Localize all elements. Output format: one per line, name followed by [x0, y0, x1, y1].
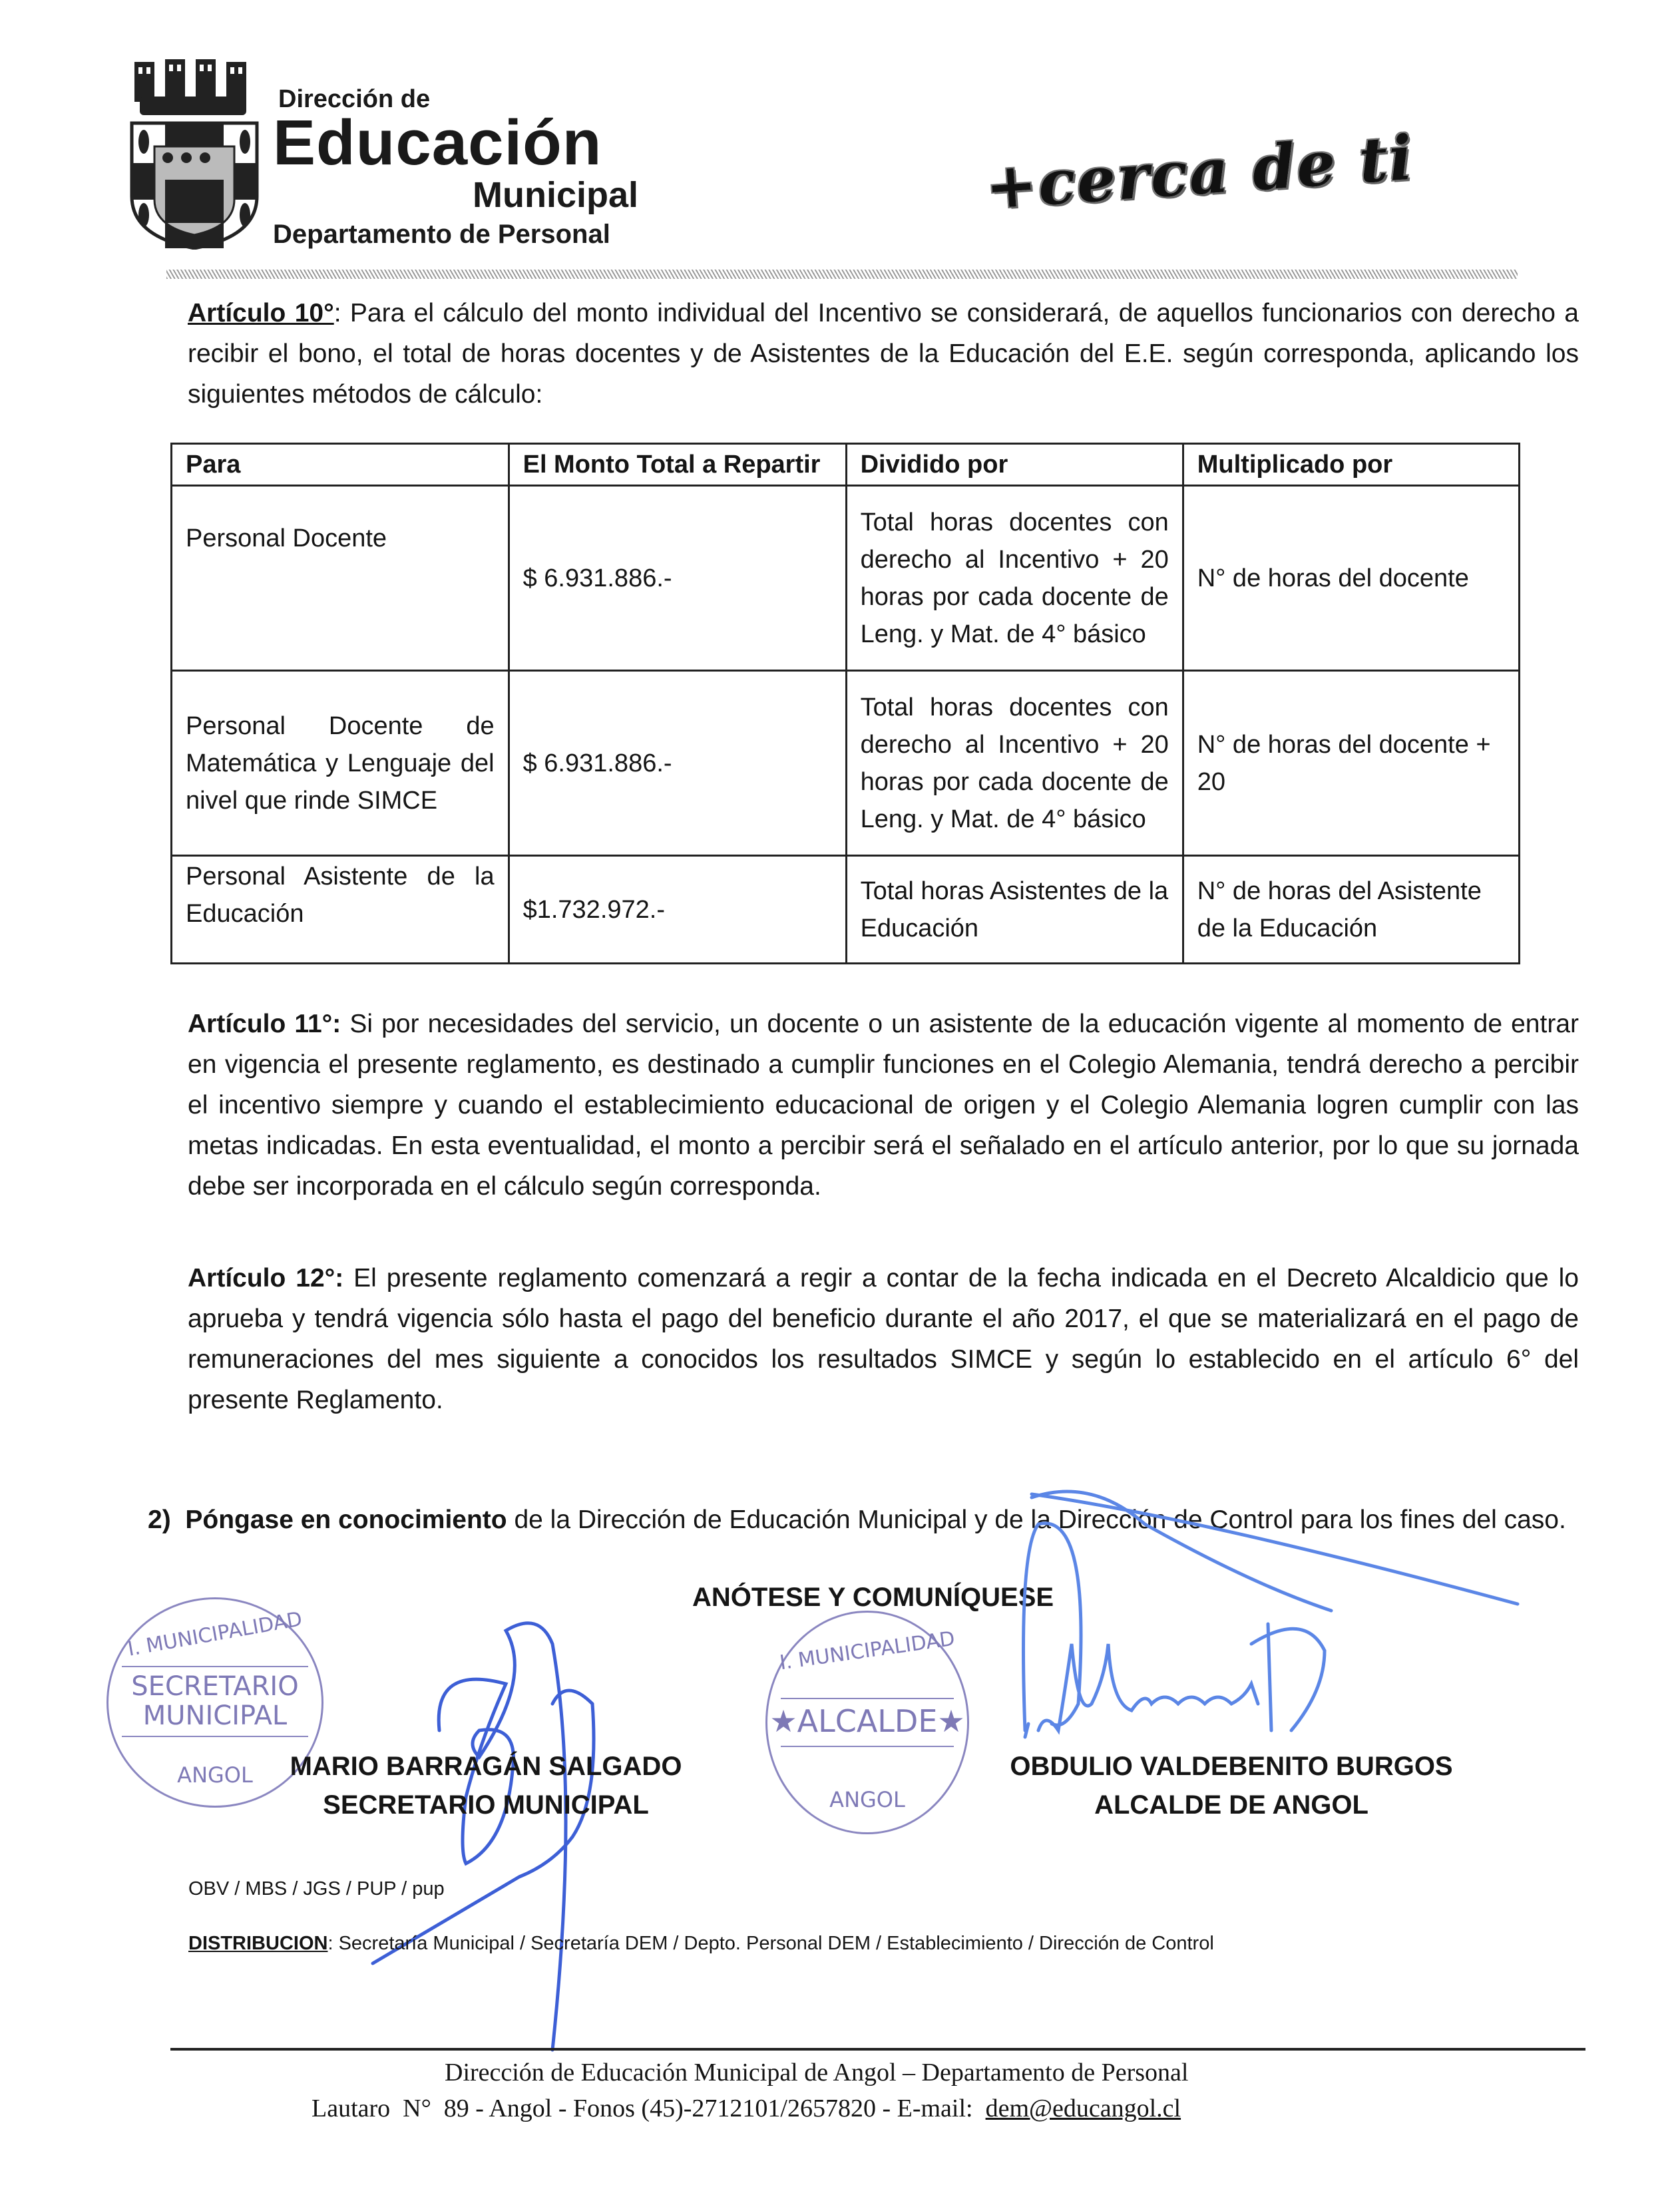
article-10-label: Artículo 10°: [188, 299, 334, 327]
cell-monto: $1.732.972.-: [509, 856, 846, 964]
distribution-label: DISTRIBUCION: [188, 1933, 328, 1954]
stamp-top-text: I. MUNICIPALIDAD: [778, 1627, 956, 1675]
article-11-label: Artículo 11°:: [188, 1010, 341, 1038]
stamp-rule: [122, 1666, 308, 1667]
reference-initials: OBV / MBS / JGS / PUP / pup: [188, 1878, 445, 1899]
article-12-label: Artículo 12°:: [188, 1264, 344, 1293]
stamp-alcalde: [765, 1611, 969, 1834]
table-row: [172, 671, 1520, 856]
cell-monto: $ 6.931.886.-: [509, 486, 846, 671]
cell-monto: $ 6.931.886.-: [509, 671, 846, 856]
cell-para: Personal Docente de Matemática y Lenguaje del nivel que rinde SIMCE: [172, 671, 509, 856]
cell-para: Personal Asistente de la Educación: [172, 856, 509, 964]
signature-secretario: [373, 1623, 594, 2050]
stamp-rule: [781, 1698, 954, 1699]
stamp-rule: [781, 1746, 954, 1747]
point-2-number: 2): [148, 1505, 171, 1534]
table-header-row: [172, 444, 1520, 486]
point-2-bold: Póngase en conocimiento: [185, 1505, 507, 1534]
footer-divider: [170, 2048, 1585, 2051]
stamp-top-text: I. MUNICIPALIDAD: [126, 1607, 304, 1661]
header-line-municipal: Municipal: [473, 175, 639, 215]
column-header-dividido: Dividido por: [846, 444, 1183, 486]
footer-address: Lautaro N° 89 - Angol - Fonos (45)-2712101/2657820 - E-mail:: [312, 2094, 986, 2122]
header-divider: [166, 270, 1518, 279]
stamp-middle-text: ★ALCALDE★: [769, 1703, 965, 1739]
article-12-text: El presente reglamento comenzará a regir a contar de la fecha indicada en el Decreto Alcaldicio que lo aprueba y tendrá vigencia sólo hasta el pago del beneficio durante el año 2017, el que se materializará en el pago de remuneraciones del mes siguiente a conocidos los resultados SIMCE y según lo establecido en el artículo 6° del presente Reglamento.: [188, 1264, 1579, 1414]
footer-email-link[interactable]: dem@educangol.cl: [985, 2094, 1181, 2122]
stamp-rule: [122, 1736, 308, 1737]
closing-formula: ANÓTESE Y COMUNÍQUESE: [692, 1583, 1054, 1612]
table-row: [172, 486, 1520, 671]
cell-para: Personal Docente: [172, 486, 509, 671]
article-10-text: : Para el cálculo del monto individual del Incentivo se considerará, de aquellos funcionarios con derecho a recibir el bono, el total de horas docentes y de Asistentes de la Educación del E.E. según corresponda, aplicando los siguientes métodos de cálculo:: [188, 299, 1579, 409]
signatory-right-name: OBDULIO VALDEBENITO BURGOS: [1010, 1752, 1453, 1781]
distribution-list: [188, 1933, 1214, 1955]
column-header-para: Para: [172, 444, 509, 486]
footer-line-2: [312, 2094, 1181, 2123]
cell-multiplicado: N° de horas del docente + 20: [1183, 671, 1519, 856]
stamp-bottom-text: ANGOL: [829, 1787, 905, 1812]
column-header-multiplicado: Multiplicado por: [1183, 444, 1519, 486]
slogan-logo: +cerca de ti: [983, 121, 1416, 224]
cell-multiplicado: N° de horas del Asistente de la Educación: [1183, 856, 1519, 964]
article-11-text: Si por necesidades del servicio, un docente o un asistente de la educación vigente al momento de entrar en vigencia el presente reglamento, es destinado a cumplir funciones en el Colegio Alemania, tendrá derecho a percibir el incentivo siempre y cuando el establecimiento educacional de origen y el Colegio Alemania logren cumplir con las metas indicadas. En esta eventualidad, el monto a percibir será el señalado en el artículo anterior, por lo que su jornada debe ser incorporada en el cálculo según corresponda.: [188, 1010, 1579, 1201]
table-row: [172, 856, 1520, 964]
footer-line-1: Dirección de Educación Municipal de Angol – Departamento de Personal: [445, 2059, 1189, 2087]
stamp-middle-text-2: MUNICIPAL: [142, 1700, 288, 1731]
column-header-monto: El Monto Total a Repartir: [509, 444, 846, 486]
stamp-middle-text-1: SECRETARIO: [131, 1671, 299, 1702]
cell-dividido: Total horas docentes con derecho al Incentivo + 20 horas por cada docente de Leng. y Mat. de 4° básico: [846, 486, 1183, 671]
distribution-text: : Secretaría Municipal / Secretaría DEM / Depto. Personal DEM / Establecimiento / Dirección de Control: [327, 1933, 1214, 1954]
header-line-direccion: Dirección de: [278, 85, 431, 113]
signatory-right-title: ALCALDE DE ANGOL: [1094, 1790, 1368, 1820]
header-department: Departamento de Personal: [273, 220, 610, 249]
cell-dividido: Total horas Asistentes de la Educación: [846, 856, 1183, 964]
point-2-text: de la Dirección de Educación Municipal y de la Dirección de Control para los fines del caso.: [507, 1505, 1566, 1534]
article-11: [188, 1004, 1579, 1207]
calculation-table: [170, 443, 1520, 964]
stamp-bottom-text: ANGOL: [177, 1762, 253, 1788]
article-12: [188, 1258, 1579, 1420]
cell-dividido: Total horas docentes con derecho al Incentivo + 20 horas por cada docente de Leng. y Mat. de 4° básico: [846, 671, 1183, 856]
municipal-coat-of-arms-icon: [126, 57, 263, 250]
article-10: [188, 293, 1579, 415]
signatory-left-title: SECRETARIO MUNICIPAL: [323, 1790, 649, 1820]
cell-multiplicado: N° de horas del docente: [1183, 486, 1519, 671]
header-line-educacion: Educación: [273, 107, 602, 178]
signatory-left-name: MARIO BARRAGÁN SALGADO: [290, 1752, 682, 1781]
point-2: [148, 1505, 1566, 1535]
